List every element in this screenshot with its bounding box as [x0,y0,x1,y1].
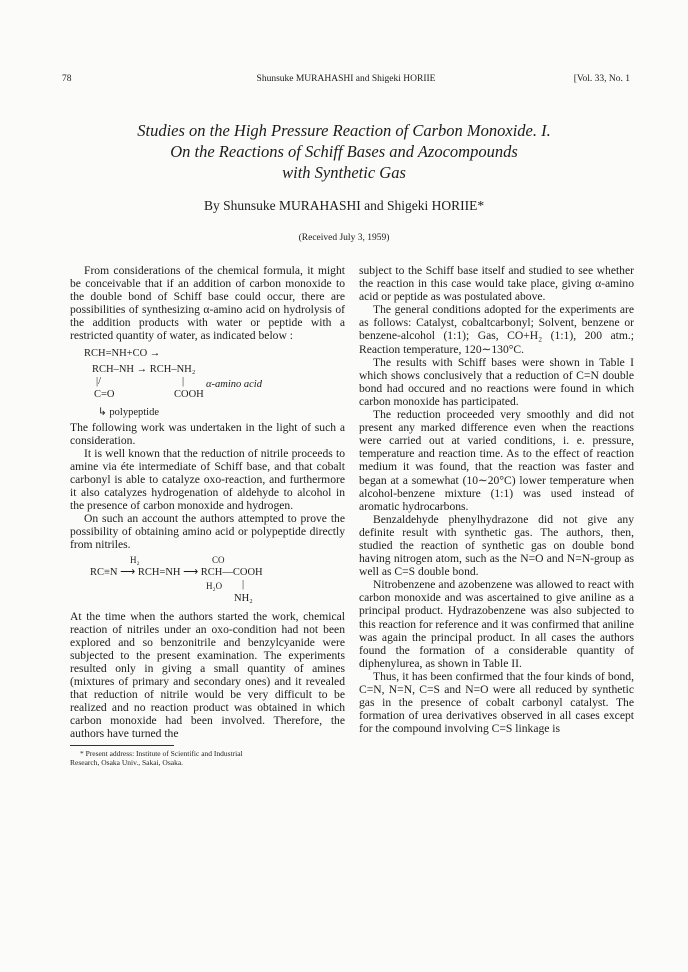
scheme-group: C=O [94,388,115,400]
paragraph: The reduction proceeded very smoothly and did not present any marked difference even when the reactions were carried out at varied conditions, i. e. pressure, temperature and reaction time. As to the effect of reaction medium it was found, that the reaction was faster and began at a somewhat (10∼20°C) lower temperature when alcohol-benzene mixture (1:1) was used instead of aromatic hydrocarbons. [359,408,634,513]
paragraph: The following work was undertaken in the light of such a consideration. [70,420,345,447]
footnote-line: * Present address: Institute of Scientific and Industrial [80,749,243,759]
scheme-label: α-amino acid [206,378,262,390]
footnote-line: Research, Osaka Univ., Sakai, Osaka. [70,758,184,768]
scheme-bond: |/ [96,375,102,387]
right-column [359,264,634,735]
footnote-rule [70,745,174,746]
volume-info: [Vol. 33, No. 1 [573,74,630,84]
scheme-line: ↳ polypeptide [98,406,159,418]
left-column [70,264,345,767]
footnote [70,749,345,767]
received-date: (Received July 3, 1959) [298,233,390,243]
running-title: Shunsuke MURAHASHI and Shigeki HORIIE [256,74,436,84]
scheme-reagent: H₂ [130,554,140,565]
paragraph: The general conditions adopted for the experiments are as follows: Catalyst, cobaltcarbonyl; Solvent, benzene or benzene-alcohol (1:1); Gas, CO+H₂ (1:1), 200 atm.; Reaction temperature, 120∼130°C. [359,303,634,356]
scheme-bond: | [242,578,245,590]
running-head [62,74,630,88]
scheme-line: RCH–NH → RCH–NH₂ [92,363,196,375]
page-number: 78 [62,74,72,84]
paragraph: On such an account the authors attempted to prove the possibility of obtaining amino acid or polypeptide directly from nitriles. [70,512,345,552]
paragraph: Benzaldehyde phenylhydrazone did not give any definite result with synthetic gas. The authors, then, studied the reaction of synthetic gas on double bond having nitrogen atom, such as the N=O and N=N-group as well as C=S double bond. [359,512,634,579]
article-title [60,120,628,183]
title-line-1: Studies on the High Pressure Reaction of Carbon Monoxide. I. [137,121,551,140]
reaction-scheme-nitrile [70,552,345,610]
reaction-scheme-schiff [70,343,345,421]
scheme-bond: | [182,375,185,387]
paragraph: Nitrobenzene and azobenzene was allowed to react with carbon monoxide and was ascertained to give aniline as a principal product. Hydrazobenzene was also subjected to this reaction for reference and it was confirmed that aniline was again the principal product. In all cases the authors found the formation of a considerable quantity of diphenylurea, as shown in Table II. [359,578,634,670]
scheme-group: COOH [174,388,204,400]
paragraph: It is well known that the reduction of nitrile proceeds to amine via éte intermediate of Schiff base, and that cobalt carbonyl is able to catalyze oxo-reaction, and furthermore it also catalyzes hydrogenation of aldehyde to alcohol in the presence of carbon monoxide and hydrogen. [70,446,345,513]
scheme-reagent: CO [212,554,225,565]
scheme-group: NH₂ [234,592,253,604]
paragraph: subject to the Schiff base itself and studied to see whether the reaction in this case would take place, giving α-amino acid or peptide as was postulated above. [359,264,634,304]
scheme-line: RC≡N ⟶ RCH=NH ⟶ RCH—COOH [90,566,263,578]
paragraph: Thus, it has been confirmed that the four kinds of bond, C=N, N=N, C=S and N=O were all reduced by synthetic gas in the presence of cobalt carbonyl catalyst. The formation of urea derivatives observed in all cases except for the compound involving C=S linkage is [359,669,634,736]
title-line-2: On the Reactions of Schiff Bases and Azocompounds [170,142,518,161]
scheme-reagent: H₂O [206,580,223,591]
title-line-3: with Synthetic Gas [282,163,406,182]
author-line: By Shunsuke MURAHASHI and Shigeki HORIIE* [203,198,485,213]
paragraph: From considerations of the chemical formula, it might be conceivable that if an addition of carbon monoxide to the double bond of Schiff base could occur, there are possibilities of synthesizing α-amino acid on hydrolysis of the addition products with water or peptide with a restricted quantity of water, as indicated below : [70,264,345,343]
scheme-line: RCH=NH+CO → [84,347,161,359]
paragraph: At the time when the authors started the work, chemical reaction of nitriles under an oxo-condition had not been explored and so benzonitrile and benzylcyanide were subjected to the present examination. The experiments resulted only in giving a small quantity of amines (mixtures of primary and secondary ones) and it revealed that reduction of nitrile would be very difficult to be realized and no reaction product was obtained in which carbon monoxide had been involved. Therefore, the authors have turned the [70,609,345,741]
paragraph: The results with Schiff bases were shown in Table I which shows conclusively that a reduction of C=N double bond had occured and no reactions were found in which carbon monoxide has participated. [359,355,634,408]
